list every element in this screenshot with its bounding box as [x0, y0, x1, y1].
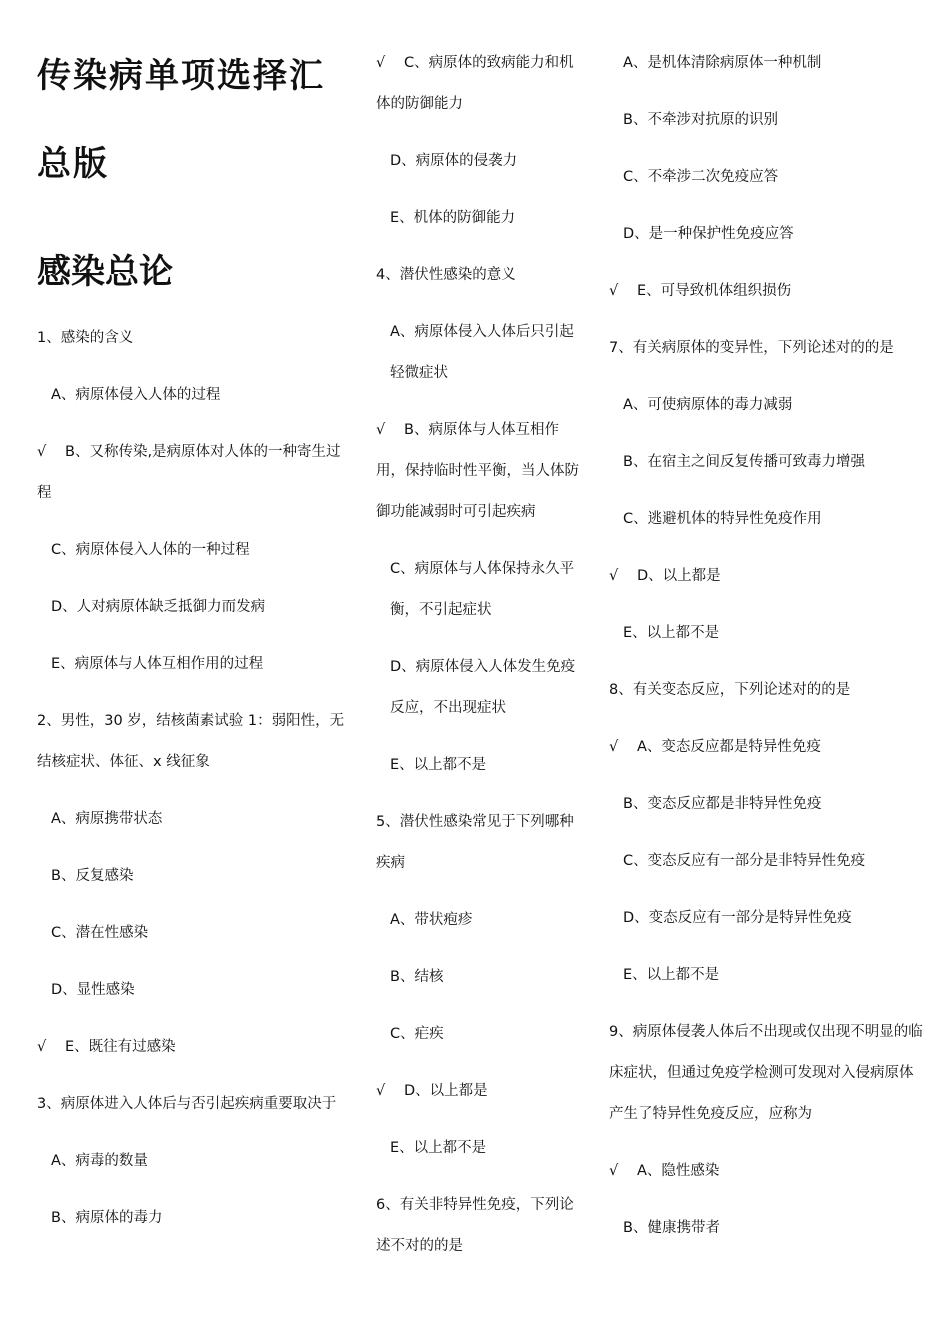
option-label: D、变态反应有一部分是特异性免疫: [623, 910, 852, 926]
spacer: [376, 786, 581, 802]
spacer: [376, 729, 581, 745]
correct-check-icon: √: [37, 1039, 47, 1055]
question-text: [376, 1185, 581, 1267]
option-label: D、以上都是: [637, 568, 721, 584]
spacer: [376, 239, 581, 255]
option-label: A、病原体侵入人体的过程: [51, 387, 221, 403]
column-2-body: [376, 43, 581, 1267]
spacer: [37, 416, 347, 432]
option-label: C、疟疾: [390, 1026, 444, 1042]
spacer: [376, 631, 581, 647]
option-label: A、病原携带状态: [51, 811, 163, 827]
spacer: [609, 654, 924, 670]
question-text: [609, 328, 924, 369]
spacer: [37, 628, 347, 644]
option-label: E、既往有过感染: [65, 1039, 176, 1055]
spacer: [37, 840, 347, 856]
answer-option: [376, 141, 581, 182]
spacer: [37, 571, 347, 587]
column-1: [37, 0, 347, 1239]
spacer: [37, 1011, 347, 1027]
question-label: 5、潜伏性感染常见于下列哪种疾病: [376, 814, 574, 871]
spacer: [609, 825, 924, 841]
answer-option: [376, 1128, 581, 1169]
spacer: [609, 312, 924, 328]
spacer: [376, 182, 581, 198]
answer-option: [609, 43, 924, 84]
spacer: [609, 540, 924, 556]
spacer: [37, 897, 347, 913]
spacer: [609, 768, 924, 784]
answer-option-correct: [609, 1151, 924, 1192]
answer-option-correct: [609, 556, 924, 597]
answer-option: [609, 784, 924, 825]
answer-option: [376, 647, 581, 729]
answer-option-correct: [37, 1027, 347, 1068]
answer-option-correct: [37, 432, 347, 514]
spacer: [609, 711, 924, 727]
option-label: C、逃避机体的特异性免疫作用: [623, 511, 822, 527]
option-label: A、是机体清除病原体一种机制: [623, 55, 822, 71]
spacer: [376, 884, 581, 900]
option-label: B、结核: [390, 969, 444, 985]
option-label: B、不牵涉对抗原的识别: [623, 112, 778, 128]
correct-check-icon: √: [376, 1083, 386, 1099]
answer-option: [37, 375, 347, 416]
title-line-1: 传染病单项选择汇: [37, 56, 325, 96]
spacer: [376, 1112, 581, 1128]
spacer: [376, 941, 581, 957]
option-label: E、以上都不是: [390, 757, 487, 773]
document-title: [37, 32, 347, 208]
answer-option-correct: [376, 43, 581, 125]
spacer: [609, 483, 924, 499]
spacer: [37, 1068, 347, 1084]
option-label: C、病原体侵入人体的一种过程: [51, 542, 250, 558]
question-text: [609, 670, 924, 711]
answer-option: [609, 157, 924, 198]
answer-option: [609, 613, 924, 654]
answer-option: [37, 1198, 347, 1239]
answer-option: [376, 900, 581, 941]
option-label: C、病原体的致病能力和机体的防御能力: [376, 55, 574, 112]
spacer: [376, 296, 581, 312]
answer-option: [609, 955, 924, 996]
question-text: [37, 701, 347, 783]
option-label: A、可使病原体的毒力减弱: [623, 397, 793, 413]
spacer: [609, 369, 924, 385]
option-label: D、病原体的侵袭力: [390, 153, 518, 169]
title-line-2: 总版: [37, 144, 109, 184]
spacer: [609, 882, 924, 898]
spacer: [37, 685, 347, 701]
option-label: B、病原体的毒力: [51, 1210, 163, 1226]
answer-option-correct: [376, 1071, 581, 1112]
spacer: [37, 954, 347, 970]
question-label: 6、有关非特异性免疫，下列论述不对的的是: [376, 1197, 574, 1254]
answer-option: [609, 499, 924, 540]
correct-check-icon: √: [376, 55, 386, 71]
answer-option-correct: [376, 410, 581, 533]
option-label: C、病原体与人体保持永久平衡，不引起症状: [390, 561, 575, 618]
correct-check-icon: √: [609, 568, 619, 584]
answer-option: [376, 957, 581, 998]
spacer: [609, 996, 924, 1012]
question-label: 9、病原体侵袭人体后不出现或仅出现不明显的临床症状，但通过免疫学检测可发现对入侵病原体产生了特异性免疫反应，应称为: [609, 1024, 923, 1122]
option-label: E、机体的防御能力: [390, 210, 516, 226]
spacer: [609, 597, 924, 613]
column-3: [609, 0, 924, 1249]
answer-option: [376, 198, 581, 239]
answer-option: [37, 530, 347, 571]
answer-option: [609, 214, 924, 255]
answer-option: [609, 442, 924, 483]
spacer: [609, 84, 924, 100]
answer-option: [609, 385, 924, 426]
option-label: E、以上都不是: [390, 1140, 487, 1156]
answer-option: [376, 312, 581, 394]
spacer: [376, 125, 581, 141]
column-3-body: [609, 43, 924, 1249]
option-label: D、显性感染: [51, 982, 135, 998]
option-label: B、反复感染: [51, 868, 134, 884]
question-label: 8、有关变态反应，下列论述对的的是: [609, 682, 851, 698]
spacer: [609, 426, 924, 442]
spacer: [609, 198, 924, 214]
answer-option: [376, 745, 581, 786]
answer-option: [609, 841, 924, 882]
answer-option: [37, 856, 347, 897]
spacer: [37, 514, 347, 530]
spacer: [37, 1182, 347, 1198]
spacer: [37, 1125, 347, 1141]
option-label: E、以上都不是: [623, 967, 720, 983]
question-text: [376, 802, 581, 884]
spacer: [37, 359, 347, 375]
option-label: D、人对病原体缺乏抵御力而发病: [51, 599, 266, 615]
question-label: 7、有关病原体的变异性，下列论述对的的是: [609, 340, 894, 356]
column-1-body: [37, 318, 347, 1239]
option-label: C、变态反应有一部分是非特异性免疫: [623, 853, 866, 869]
option-label: E、病原体与人体互相作用的过程: [51, 656, 264, 672]
correct-check-icon: √: [609, 739, 619, 755]
correct-check-icon: √: [609, 1163, 619, 1179]
question-text: [376, 255, 581, 296]
correct-check-icon: √: [376, 422, 386, 438]
option-label: A、病原体侵入人体后只引起轻微症状: [390, 324, 574, 381]
option-label: D、病原体侵入人体发生免疫反应，不出现症状: [390, 659, 576, 716]
answer-option: [37, 913, 347, 954]
question-text: [609, 1012, 924, 1135]
column-2: [376, 0, 581, 1267]
spacer: [376, 998, 581, 1014]
answer-option: [37, 970, 347, 1011]
spacer: [376, 1169, 581, 1185]
spacer: [609, 939, 924, 955]
option-label: B、健康携带者: [623, 1220, 720, 1236]
question-label: 4、潜伏性感染的意义: [376, 267, 516, 283]
spacer: [376, 533, 581, 549]
option-label: C、不牵涉二次免疫应答: [623, 169, 779, 185]
option-label: B、病原体与人体互相作用，保持临时性平衡，当人体防御功能减弱时可引起疾病: [376, 422, 579, 520]
spacer: [609, 1135, 924, 1151]
answer-option-correct: [609, 727, 924, 768]
option-label: B、变态反应都是非特异性免疫: [623, 796, 822, 812]
option-label: D、以上都是: [404, 1083, 488, 1099]
question-text: [37, 1084, 347, 1125]
correct-check-icon: √: [37, 444, 47, 460]
question-label: 2、男性，30 岁，结核菌素试验 1：弱阳性，无结核症状、体征、x 线征象: [37, 713, 345, 770]
option-label: A、隐性感染: [637, 1163, 720, 1179]
option-label: B、又称传染,是病原体对人体的一种寄生过程: [37, 444, 341, 501]
answer-option: [609, 1208, 924, 1249]
option-label: B、在宿主之间反复传播可致毒力增强: [623, 454, 865, 470]
answer-option: [376, 1014, 581, 1055]
spacer: [37, 783, 347, 799]
spacer: [376, 394, 581, 410]
question-text: [37, 318, 347, 359]
spacer: [609, 1192, 924, 1208]
spacer: [609, 141, 924, 157]
option-label: D、是一种保护性免疫应答: [623, 226, 794, 242]
option-label: A、病毒的数量: [51, 1153, 148, 1169]
answer-option: [609, 898, 924, 939]
answer-option: [609, 100, 924, 141]
option-label: E、以上都不是: [623, 625, 720, 641]
option-label: C、潜在性感染: [51, 925, 149, 941]
answer-option: [37, 644, 347, 685]
option-label: A、带状疱疹: [390, 912, 473, 928]
spacer: [376, 1055, 581, 1071]
option-label: A、变态反应都是特异性免疫: [637, 739, 821, 755]
section-heading: 感染总论: [37, 252, 173, 292]
spacer: [609, 255, 924, 271]
answer-option: [37, 799, 347, 840]
answer-option-correct: [609, 271, 924, 312]
question-label: 1、感染的含义: [37, 330, 134, 346]
option-label: E、可导致机体组织损伤: [637, 283, 792, 299]
answer-option: [376, 549, 581, 631]
answer-option: [37, 587, 347, 628]
answer-option: [37, 1141, 347, 1182]
correct-check-icon: √: [609, 283, 619, 299]
question-label: 3、病原体进入人体后与否引起疾病重要取决于: [37, 1096, 337, 1112]
